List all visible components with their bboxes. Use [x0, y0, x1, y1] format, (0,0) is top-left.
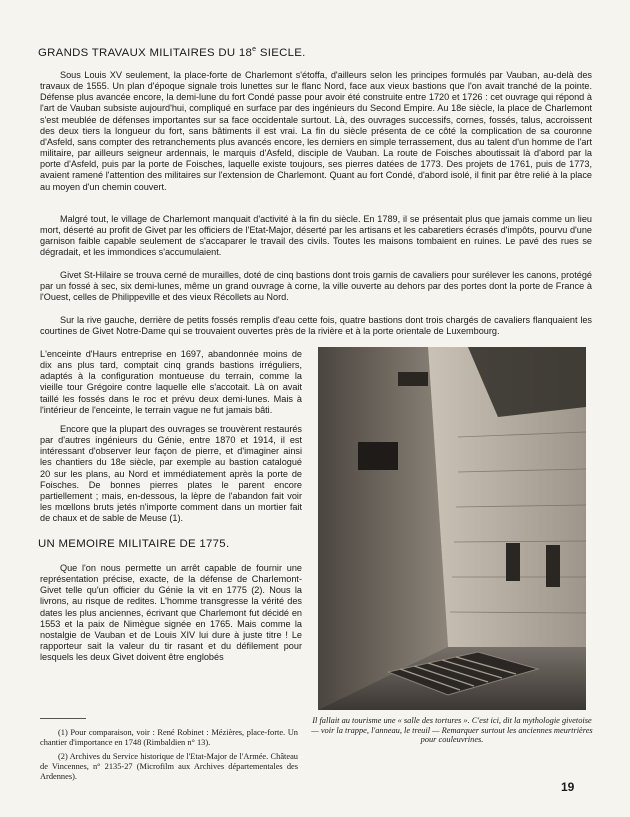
paragraph-3: Givet St-Hilaire se trouva cerné de murailles, doté de cinq bastions dont trois garnis de cavaliers pour surélever les canons, protégé par un fossé à sec, six demi-lunes, même un grand ouvrage à corne, la ville ouverte au dehors par des portes dont la porte de France à l'Ouest, celles de Philippeville et des vieux Récollets au Nord. [40, 270, 592, 303]
footnote-1: (1) Pour comparaison, voir : René Robinet : Mézières, place-forte. Un chantier d'importance en 1748 (Rimbaldien n° 13). [40, 728, 298, 747]
paragraph-6: Encore que la plupart des ouvrages se trouvèrent restaurés par d'autres ingénieurs du Génie, entre 1870 et 1914, il est intéressant d'observer leur façon de pierre, et d'imaginer ainsi les chantiers du 18e siècle, par exemple au bastion catalogué 20 sur les plans, au Nord et immédiatement après la porte de Foisches. De bonnes pierres plates le parent encore partiellement ; mais, en-dessous, la lèpre de l'abandon fait voir les mœllons bruts jetés n'importe comment dans un mortier fait de chaux et de sable de Meuse (1). [40, 424, 302, 524]
paragraph-2: Malgré tout, le village de Charlemont manquait d'activité à la fin du siècle. En 1789, il se présentait plus que jamais comme un lieu mort, déserté au profit de Givet par les officiers de l'Etat-Major, déserté par les artisans et les cabaretiers écrasés d'impôts, pourvu d'une garnison faible capable seulement de s'accaparer le travail des civils. Toutes les maisons tombaient en ruines. Le pavé des rues se dégradait, et les immondices s'accumulaient. [40, 214, 592, 258]
heading-end: SIECLE. [256, 46, 306, 59]
photo-caption: Il fallait au tourisme une « salle des tortures ». C'est ici, dit la mythologie givetoise — voir la trappe, l'anneau, le treuil — Remarquer surtout les anciennes meurtrières pour couleuvrines. [311, 716, 593, 745]
footnote-rule [40, 718, 86, 719]
paragraph-4: Sur la rive gauche, derrière de petits fossés remplis d'eau cette fois, quatre bastions dont trois chargés de cavaliers flanquaient les courtines de Givet Notre-Dame qui se trouvaient ouvertes près de la rivière et à la porte orientale de Luxembourg. [40, 315, 592, 337]
paragraph-1: Sous Louis XV seulement, la place-forte de Charlemont s'étoffa, d'ailleurs selon les principes formulés par Vauban, au-delà des travaux de 1555. Un plan d'époque signale trois lunettes sur le flanc Nord, face aux vieux bastions que l'on avait tranché de la pointe. Défense plus avancée encore, la demi-lune du fort Condé passe pour avoir été construite entre 1720 et 1726 : cet ouvrage qui répond à l'art de Vauban subsiste aujourd'hui, compliqué en surface par des ingénieurs du Second Empire. Au 18e siècle, la place de Charlemont s'est meublée de défenses importantes sur sa face occidentale surtout. Là, des ouvrages successifs, cornes, fossés, talus, accroissent des deux tiers la longueur du fort, sans bâtiments il est vrai. La fin du siècle présenta de ce côté la complication de sa couronne d'Asfeld, sans compter des retranchements plus avancés encore, les derniers en simple terrassement, dus au talent d'un homme de l'art militaire, par ailleurs seigneur ardennais, le marquis d'Asfeld, disciple de Vauban. La route de Foisches aboutissait là d'abord par la porte d'Asfeld, puis par la porte de Foisches, laquelle existe toujours, ses pierres datées de 1773. Des projets de 1761, puis de 1773, avaient ramené l'attention des militaires sur l'extension de Charlemont. Quant au fort Condé, d'abord isolé, il finit par être relié à la place au moyen d'un chemin couvert. [40, 70, 592, 192]
heading-sup: e [252, 46, 257, 53]
footnotes [40, 728, 298, 787]
paragraph-7: Que l'on nous permette un arrêt capable de fournir une représentation précise, exacte, de la défense de Charlemont-Givet telle qu'un officier du Génie la vit en 1775 (2). Nous la livrons, au risque de redites. L'homme transgresse la vérité des dates les plus anciennes, écrivant que Charlemont fut décidé en 1553 et la paix de Nimègue signée en 1765. Mais comme la nostalgie de Vauban et de Louis XIV lui dure à juste titre ! Le rapporteur sait la valeur du tir rasant et du défilement pour lesquels les deux Givet doivent être englobés [40, 563, 302, 663]
dungeon-photo-illustration [318, 347, 586, 710]
dungeon-photo [318, 347, 586, 710]
heading-text: GRANDS TRAVAUX MILITAIRES DU 18 [38, 46, 253, 59]
page-number: 19 [561, 780, 575, 794]
paragraph-5: L'enceinte d'Haurs entreprise en 1697, abandonnée moins de dix ans plus tard, comptait cinq grands bastions irréguliers, adaptés à la configuration montueuse du terrain, comme la vieille tour Grégoire contre laquelle elle s'accotait. Là on avait taillé les fossés dans le roc et prévu deux demi-lunes. Mais à l'intérieur de l'enceinte, le terrain vague ne fut jamais bâti. [40, 349, 302, 415]
section-heading-travaux [38, 46, 306, 59]
footnote-2: (2) Archives du Service historique de l'Etat-Major de l'Armée. Château de Vincennes, n° 2135-27 (Microfilm aux Archives départementales des Ardennes). [40, 752, 298, 781]
section-heading-memoire: UN MEMOIRE MILITAIRE DE 1775. [38, 538, 230, 550]
